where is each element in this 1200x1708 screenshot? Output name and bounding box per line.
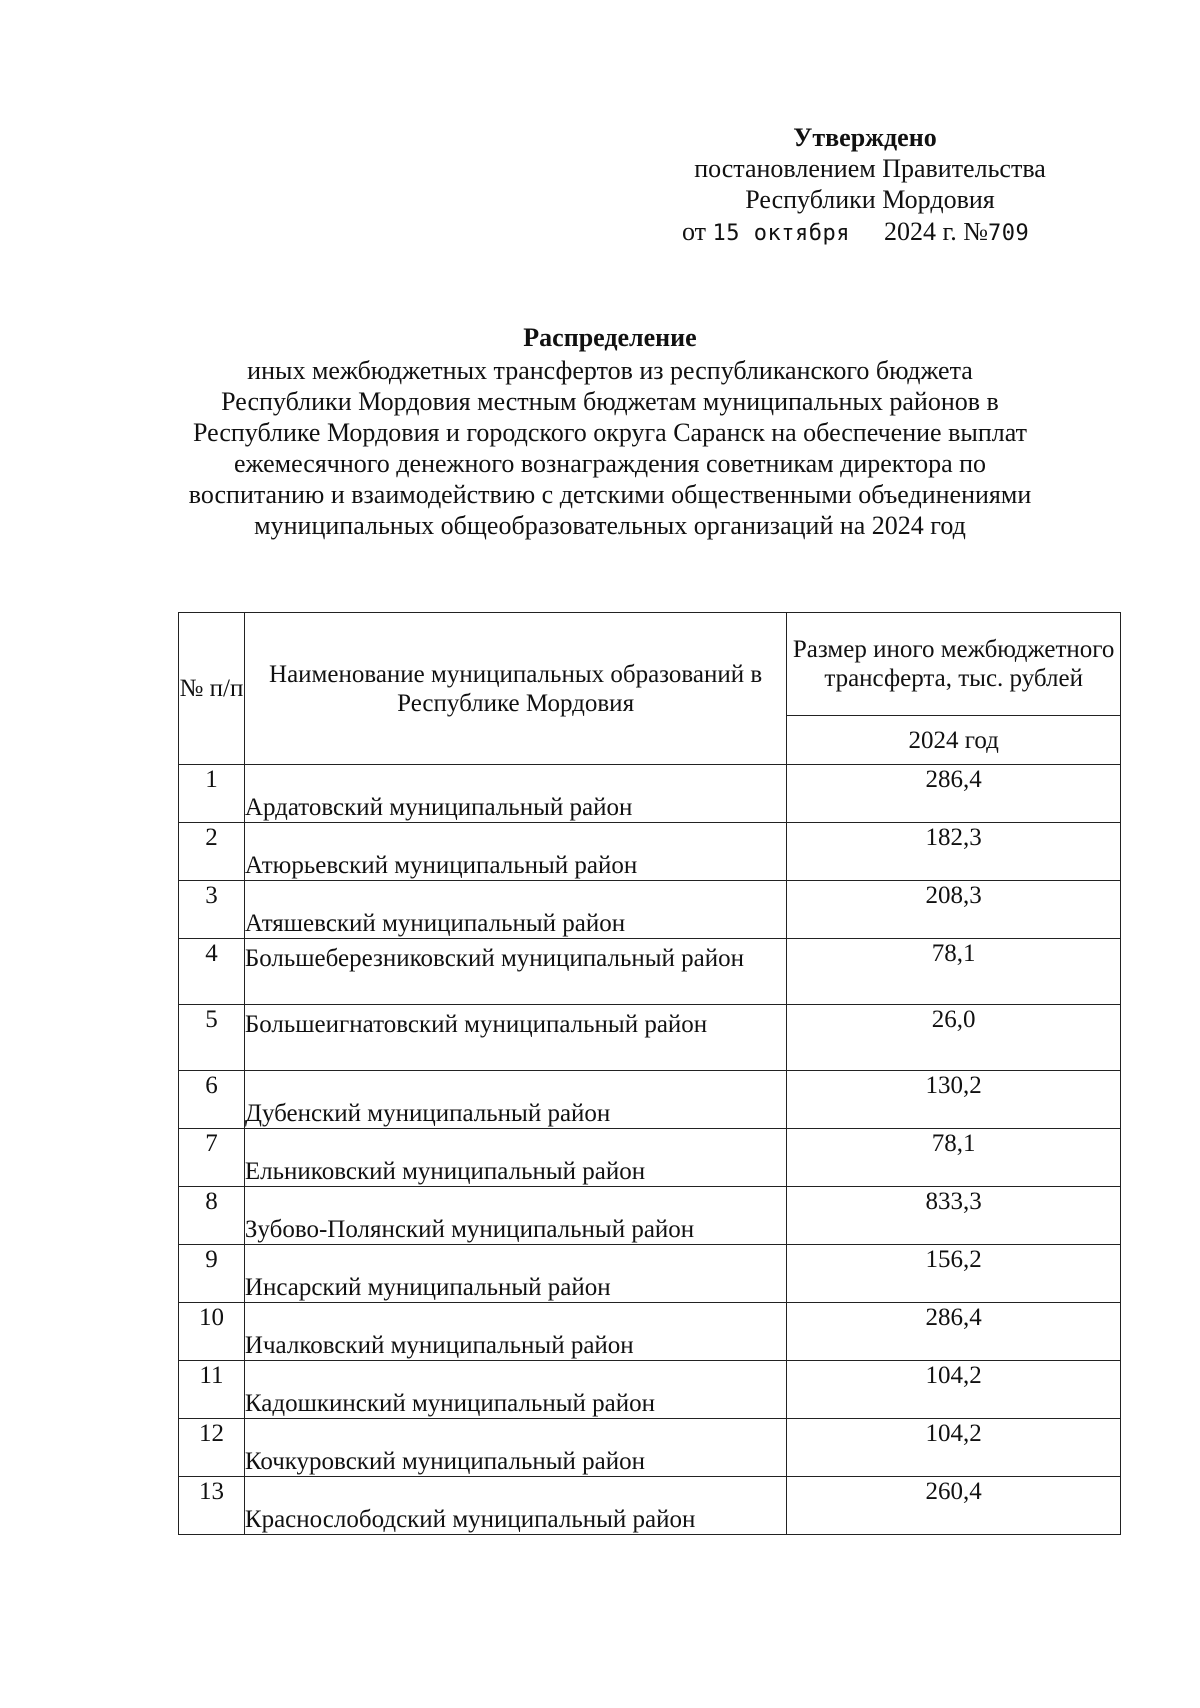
row-number: 1 <box>179 765 245 823</box>
table-row <box>179 1071 1121 1129</box>
heading-line: воспитанию и взаимодействию с детскими общественными объединениями <box>188 480 1032 509</box>
table-row <box>179 881 1121 939</box>
table-row <box>179 765 1121 823</box>
heading-line: муниципальных общеобразовательных организаций на 2024 год <box>254 511 966 540</box>
approved-title: Утверждено <box>793 123 937 152</box>
row-number: 5 <box>179 1005 245 1071</box>
row-name: Атяшевский муниципальный район <box>244 881 786 939</box>
row-amount: 26,0 <box>787 1005 1121 1071</box>
heading-line: Республики Мордовия местным бюджетам муниципальных районов в <box>221 387 999 416</box>
row-name: Дубенский муниципальный район <box>244 1071 786 1129</box>
approval-stamp-block <box>640 122 1100 249</box>
row-number: 7 <box>179 1129 245 1187</box>
row-number: 12 <box>179 1419 245 1477</box>
row-number: 4 <box>179 939 245 1005</box>
approval-line-2: Республики Мордовия <box>745 185 995 214</box>
distribution-table <box>178 612 1121 1535</box>
row-amount: 260,4 <box>787 1477 1121 1535</box>
heading-line: Республике Мордовия и городского округа Саранск на обеспечение выплат <box>193 418 1027 447</box>
row-name: Инсарский муниципальный район <box>244 1245 786 1303</box>
row-name: Большеигнатовский муниципальный район <box>244 1005 786 1071</box>
row-name: Кадошкинский муниципальный район <box>244 1361 786 1419</box>
document-heading <box>150 322 1070 541</box>
table-row <box>179 1187 1121 1245</box>
table-row <box>179 1245 1121 1303</box>
header-name: Наименование муниципальных образований в Республике Мордовия <box>244 613 786 765</box>
row-amount: 130,2 <box>787 1071 1121 1129</box>
table-row <box>179 823 1121 881</box>
table-row <box>179 1005 1121 1071</box>
approval-line-1: постановлением Правительства <box>694 154 1046 183</box>
approval-date-line <box>640 216 1100 249</box>
row-name: Ичалковский муниципальный район <box>244 1303 786 1361</box>
header-number: № п/п <box>179 613 245 765</box>
row-number: 8 <box>179 1187 245 1245</box>
table-row <box>179 1477 1121 1535</box>
row-name: Ардатовский муниципальный район <box>244 765 786 823</box>
row-amount: 208,3 <box>787 881 1121 939</box>
table-row <box>179 1361 1121 1419</box>
document-title: Распределение <box>523 323 697 352</box>
table-row <box>179 1303 1121 1361</box>
row-name: Большеберезниковский муниципальный район <box>244 939 786 1005</box>
row-name: Кочкуровский муниципальный район <box>244 1419 786 1477</box>
date-year: 2024 г. № <box>883 217 989 246</box>
date-day-month: 15 октября <box>712 221 850 246</box>
row-amount: 104,2 <box>787 1419 1121 1477</box>
table-row <box>179 1419 1121 1477</box>
row-amount: 156,2 <box>787 1245 1121 1303</box>
table-row <box>179 939 1121 1005</box>
row-number: 10 <box>179 1303 245 1361</box>
row-number: 3 <box>179 881 245 939</box>
document-number: 709 <box>988 221 1030 246</box>
row-name: Зубово-Полянский муниципальный район <box>244 1187 786 1245</box>
row-number: 11 <box>179 1361 245 1419</box>
date-prefix: от <box>682 217 707 246</box>
header-year: 2024 год <box>787 716 1121 765</box>
row-amount: 78,1 <box>787 1129 1121 1187</box>
heading-line: иных межбюджетных трансфертов из республиканского бюджета <box>247 356 973 385</box>
row-amount: 104,2 <box>787 1361 1121 1419</box>
row-amount: 286,4 <box>787 765 1121 823</box>
row-name: Краснослободский муниципальный район <box>244 1477 786 1535</box>
row-number: 9 <box>179 1245 245 1303</box>
row-amount: 78,1 <box>787 939 1121 1005</box>
row-amount: 182,3 <box>787 823 1121 881</box>
row-name: Ельниковский муниципальный район <box>244 1129 786 1187</box>
row-name: Атюрьевский муниципальный район <box>244 823 786 881</box>
row-number: 13 <box>179 1477 245 1535</box>
heading-line: ежемесячного денежного вознаграждения советникам директора по <box>233 449 987 478</box>
row-amount: 833,3 <box>787 1187 1121 1245</box>
row-number: 6 <box>179 1071 245 1129</box>
table-row <box>179 1129 1121 1187</box>
row-number: 2 <box>179 823 245 881</box>
row-amount: 286,4 <box>787 1303 1121 1361</box>
header-amount: Размер иного межбюджетного трансферта, тыс. рублей <box>787 613 1121 716</box>
